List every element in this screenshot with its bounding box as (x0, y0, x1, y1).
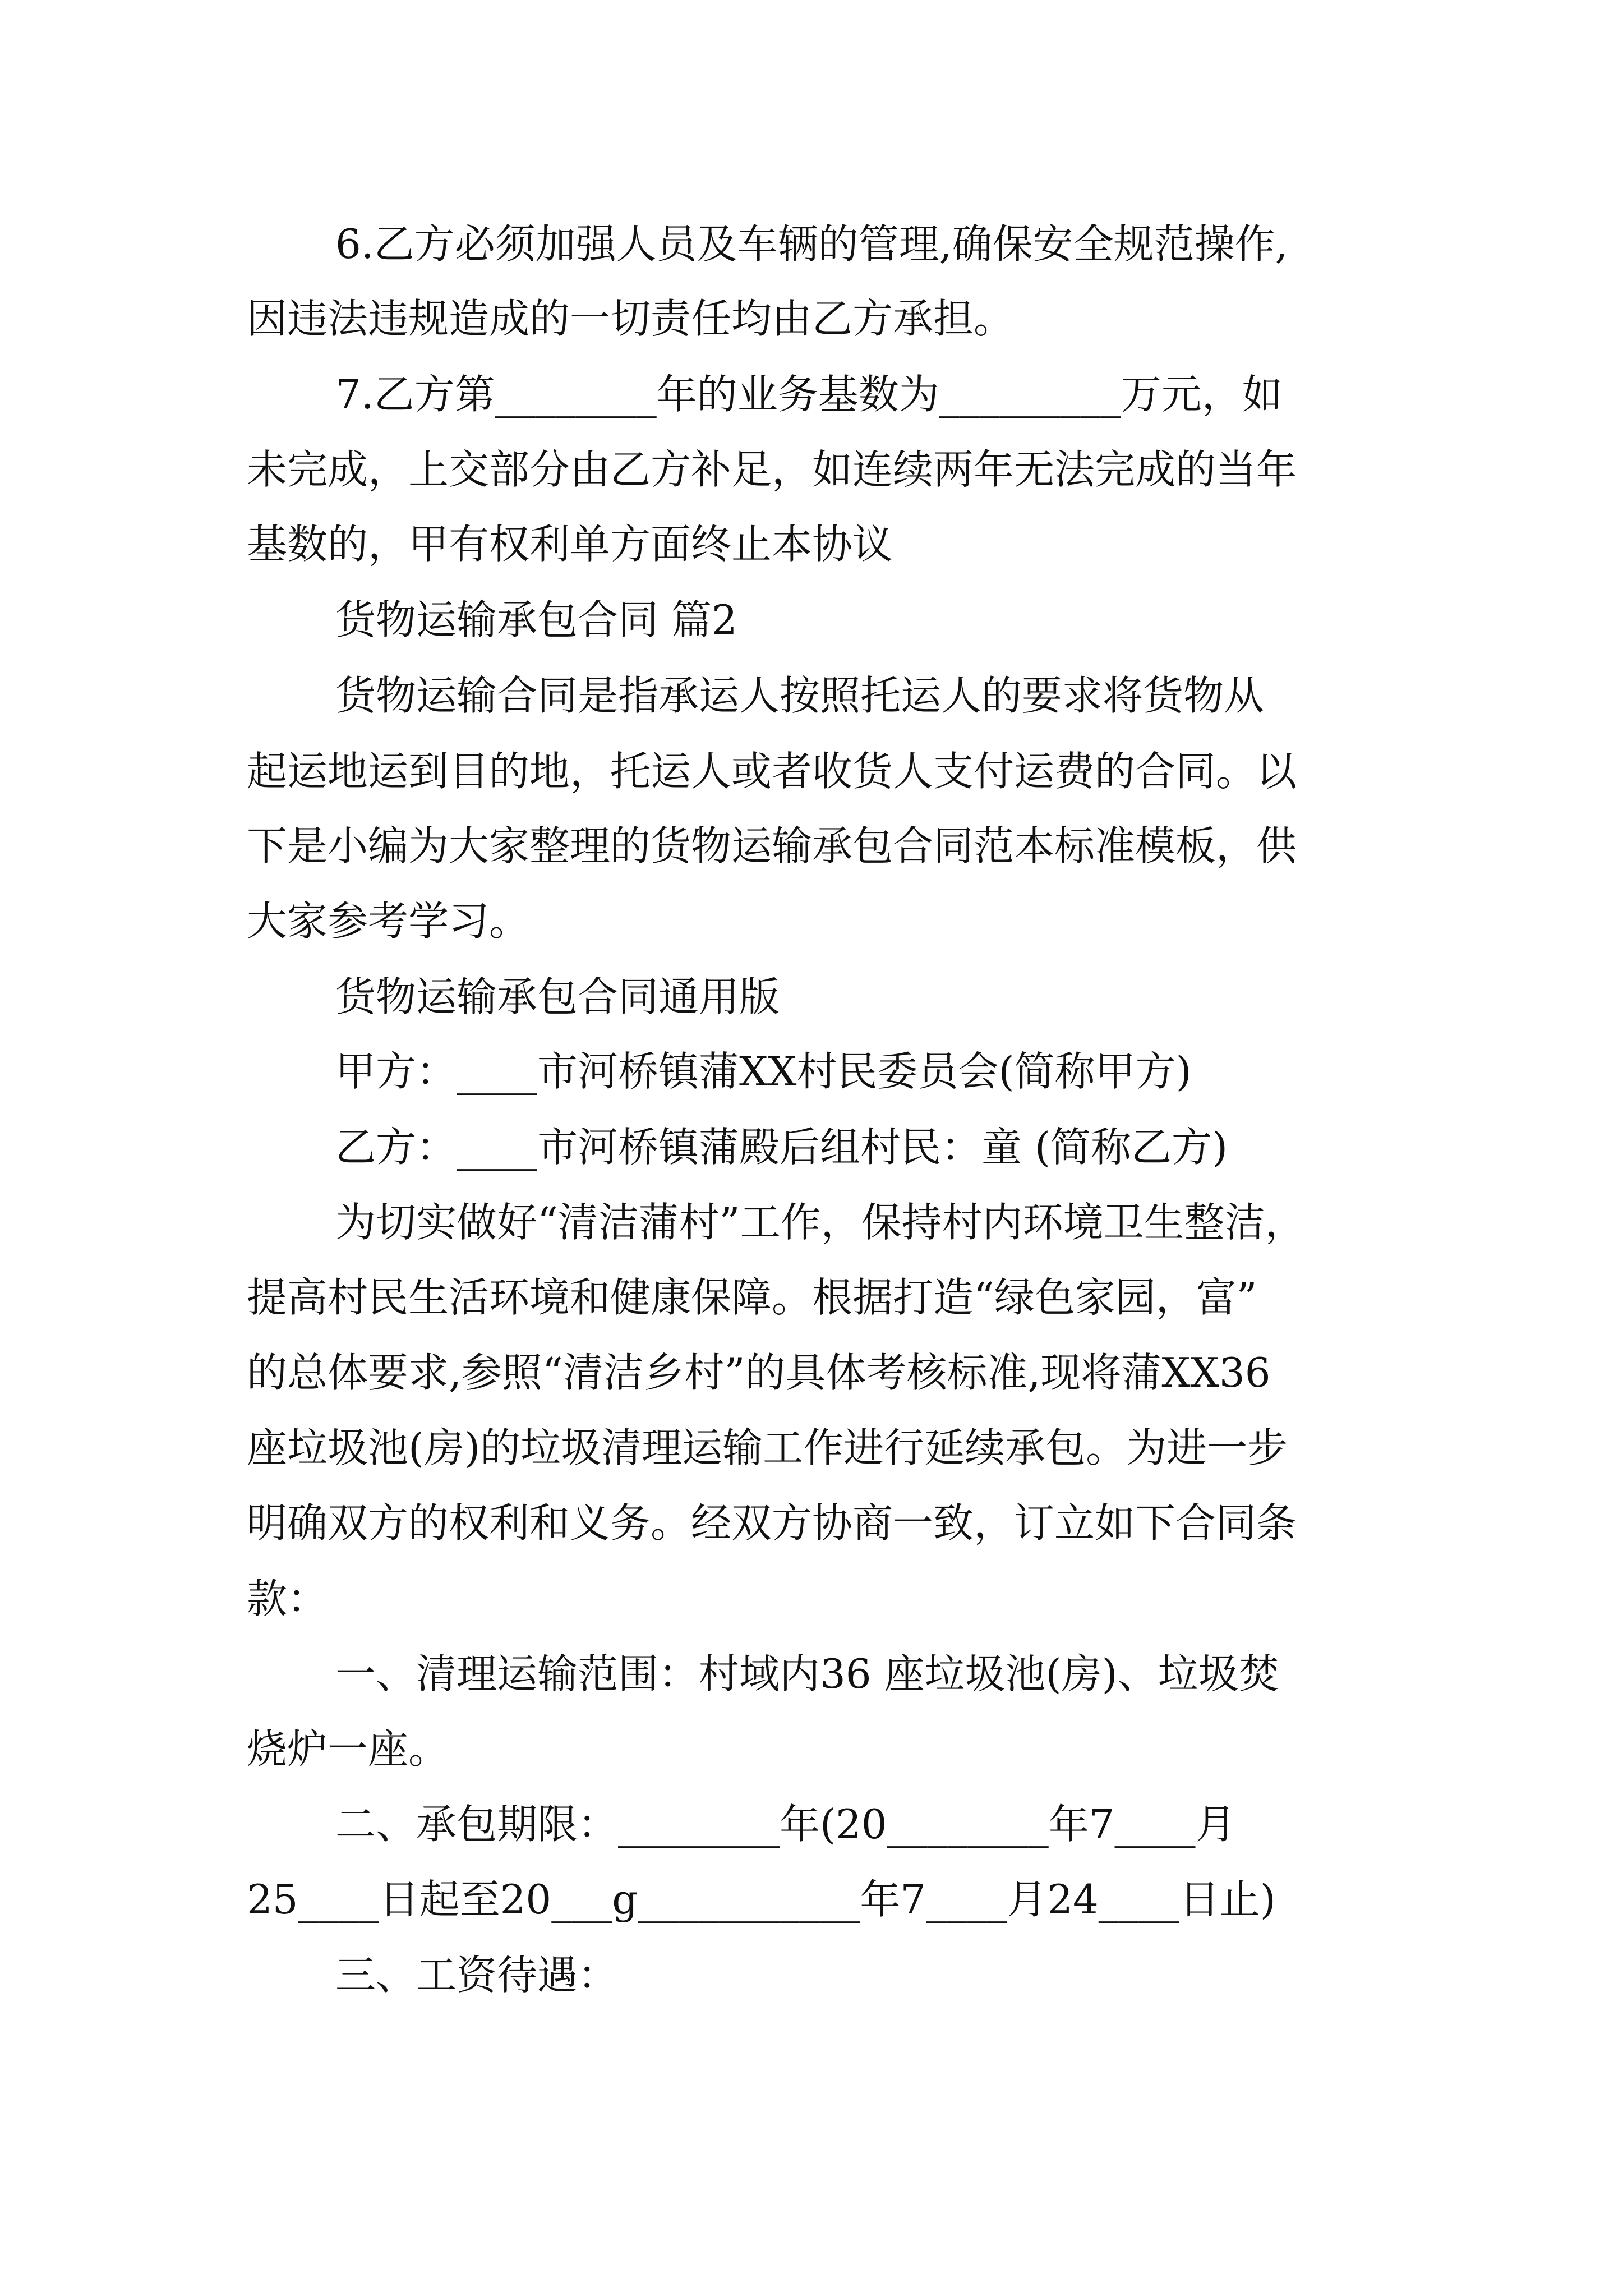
contract-title: 货物运输承包合同通用版 (335, 973, 780, 1020)
article-2-line-2: 25____日起至20___g___________年7____月24____日止) (247, 1876, 1276, 1923)
clause-6-line-1: 6.乙方必须加强人员及车辆的管理,确保安全规范操作, (335, 220, 1288, 268)
article-1-line-1: 一、清理运输范围：村域内36 座垃圾池(房)、垃圾焚 (335, 1650, 1279, 1697)
clause-7-line-2: 未完成，上交部分由乙方补足，如连续两年无法完成的当年 (247, 446, 1297, 493)
preamble-line-5: 明确双方的权利和义务。经双方协商一致，订立如下合同条 (247, 1499, 1297, 1547)
section-heading: 货物运输承包合同 篇2 (335, 596, 737, 643)
intro-line-1: 货物运输合同是指承运人按照托运人的要求将货物从 (335, 672, 1265, 719)
article-2-line-1: 二、承包期限：________年(20________年7____月 (335, 1801, 1236, 1848)
preamble-line-6: 款： (247, 1575, 328, 1622)
clause-7-line-1: 7.乙方第________年的业务基数为_________万元，如 (335, 371, 1283, 418)
article-3-line: 三、工资待遇： (335, 1952, 619, 1999)
intro-line-4: 大家参考学习。 (247, 898, 530, 945)
clause-6-line-2: 因违法违规造成的一切责任均由乙方承担。 (247, 295, 1015, 342)
article-1-line-2: 烧炉一座。 (247, 1726, 449, 1773)
intro-line-2: 起运地运到目的地，托运人或者收货人支付运费的合同。以 (247, 748, 1297, 795)
preamble-line-4: 座垃圾池(房)的垃圾清理运输工作进行延续承包。为进一步 (247, 1424, 1288, 1471)
preamble-line-3: 的总体要求,参照“清洁乡村”的具体考核标准,现将蒲XX36 (247, 1349, 1271, 1396)
party-a-line: 甲方：____市河桥镇蒲XX村民委员会(简称甲方) (335, 1048, 1192, 1095)
preamble-line-1: 为切实做好“清洁蒲村”工作，保持村内环境卫生整洁， (335, 1199, 1306, 1246)
intro-line-3: 下是小编为大家整理的货物运输承包合同范本标准模板，供 (247, 822, 1297, 869)
clause-7-line-3: 基数的，甲有权利单方面终止本协议 (247, 521, 893, 568)
party-b-line: 乙方：____市河桥镇蒲殿后组村民：童 (简称乙方) (335, 1124, 1228, 1171)
preamble-line-2: 提高村民生活环境和健康保障。根据打造“绿色家园，富” (247, 1274, 1257, 1321)
